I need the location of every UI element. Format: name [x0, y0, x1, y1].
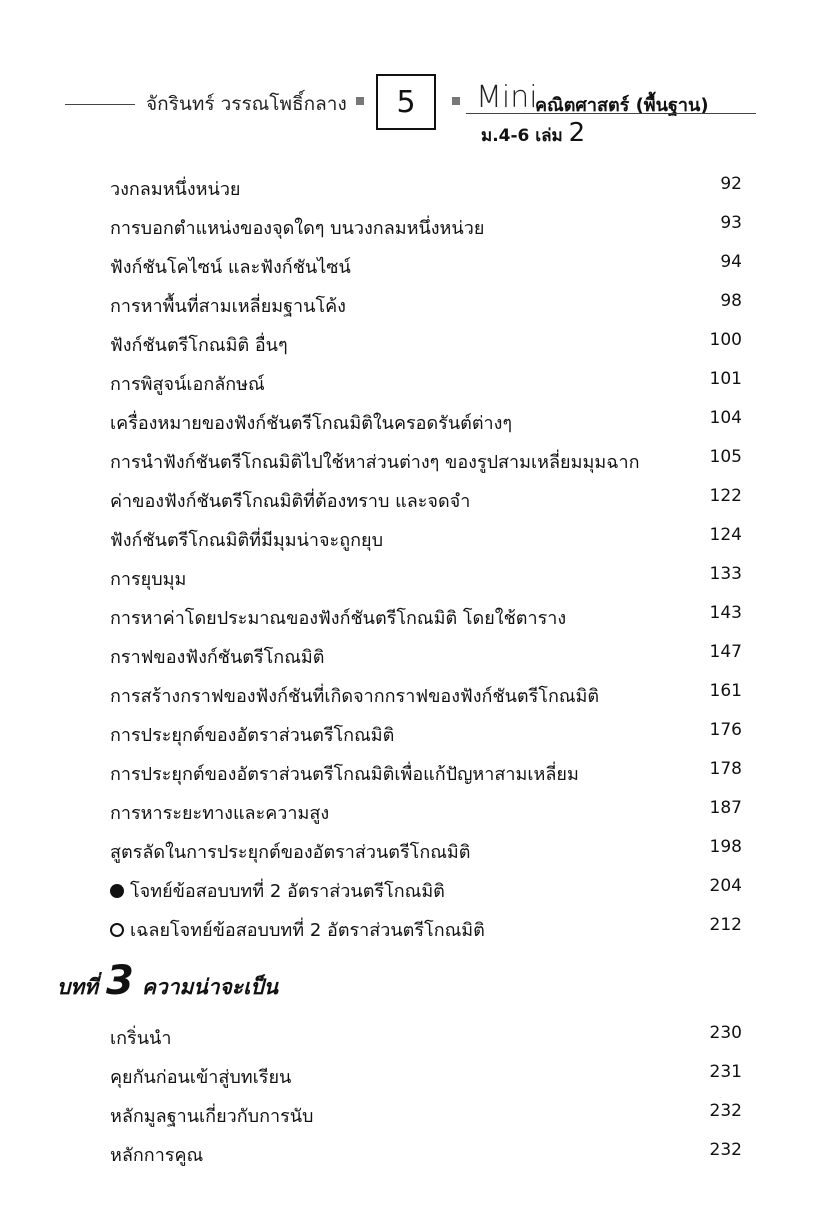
toc-entry-exercise — [110, 872, 742, 911]
page-number-box — [376, 74, 436, 130]
toc-entry — [110, 482, 742, 521]
toc-entry-title: การประยุกต์ของอัตราส่วนตรีโกณมิติ — [110, 725, 395, 746]
toc-entry — [110, 365, 742, 404]
header-book-title: คณิตศาสตร์ (พื้นฐาน) — [535, 95, 709, 116]
toc-entry-page: 104 — [709, 408, 742, 428]
toc-entry — [110, 755, 742, 794]
toc-entry-title: การยุบมุม — [110, 569, 187, 590]
toc-entry — [110, 833, 742, 872]
toc-entry-page: 147 — [709, 642, 742, 662]
toc-entry-title-wrap — [110, 915, 485, 944]
toc-entry-title: โจทย์ข้อสอบบทที่ 2 อัตราส่วนตรีโกณมิติ — [130, 881, 445, 902]
toc-entry-page: 161 — [709, 681, 742, 701]
toc-entry — [110, 287, 742, 326]
toc-entry-title: ฟังก์ชันตรีโกณมิติ อื่นๆ — [110, 335, 288, 356]
toc-entry-title: คุยกันก่อนเข้าสู่บทเรียน — [110, 1067, 292, 1088]
page-number: 5 — [396, 84, 416, 120]
toc-entry — [110, 170, 742, 209]
toc-entry-page: 122 — [709, 486, 742, 506]
toc-entry-page: 231 — [709, 1062, 742, 1082]
toc-entry-title: การหาพื้นที่สามเหลี่ยมฐานโค้ง — [110, 296, 346, 317]
chapter-name: ความน่าจะเป็น — [141, 975, 278, 999]
toc-entry — [110, 599, 742, 638]
toc-entry — [110, 248, 742, 287]
toc-entry-page: 133 — [709, 564, 742, 584]
header-rule-right — [466, 113, 756, 114]
toc-entry — [110, 1097, 742, 1136]
toc-entry — [110, 209, 742, 248]
toc-entry-answers — [110, 911, 742, 950]
toc-entry — [110, 1019, 742, 1058]
chapter-prefix: บทที่ — [57, 975, 99, 999]
toc-entry-title: ฟังก์ชันโคไซน์ และฟังก์ชันไซน์ — [110, 257, 351, 278]
toc-entry — [110, 404, 742, 443]
toc-entry-page: 100 — [709, 330, 742, 350]
toc-entry-page: 92 — [720, 174, 742, 194]
chapter-number: 3 — [106, 958, 134, 1004]
header-rule-left — [65, 104, 135, 105]
toc-entry-page: 94 — [720, 252, 742, 272]
toc-entry — [110, 560, 742, 599]
toc-entry-title: การหาระยะทางและความสูง — [110, 803, 330, 824]
toc-list-chapter3 — [110, 1019, 742, 1175]
toc-entry-title: ค่าของฟังก์ชันตรีโกณมิติที่ต้องทราบ และจดจำ — [110, 491, 471, 512]
toc-entry-page: 98 — [720, 291, 742, 311]
toc-entry-page: 230 — [709, 1023, 742, 1043]
chapter-heading — [57, 958, 278, 1004]
toc-entry-page: 124 — [709, 525, 742, 545]
toc-entry-title: การประยุกต์ของอัตราส่วนตรีโกณมิติเพื่อแก้ปัญหาสามเหลี่ยม — [110, 764, 579, 785]
toc-entry-title: วงกลมหนึ่งหน่วย — [110, 179, 241, 200]
header-author: จักรินทร์ วรรณโพธิ์กลาง — [146, 93, 347, 115]
toc-entry-page: 212 — [709, 915, 742, 935]
toc-entry-page: 204 — [709, 876, 742, 896]
toc-entry-title: การสร้างกราฟของฟังก์ชันที่เกิดจากกราฟของฟังก์ชันตรีโกณมิติ — [110, 686, 600, 707]
header-square-marker-left — [356, 97, 364, 105]
toc-entry-page: 198 — [709, 837, 742, 857]
filled-circle-bullet-icon — [110, 884, 124, 898]
toc-entry-title: เครื่องหมายของฟังก์ชันตรีโกณมิติในครอดรันต์ต่างๆ — [110, 413, 513, 434]
toc-entry-page: 105 — [709, 447, 742, 467]
toc-entry-page: 187 — [709, 798, 742, 818]
toc-entry — [110, 638, 742, 677]
toc-entry-page: 101 — [709, 369, 742, 389]
toc-entry — [110, 1058, 742, 1097]
toc-entry-page: 176 — [709, 720, 742, 740]
toc-entry — [110, 1136, 742, 1175]
toc-entry — [110, 443, 742, 482]
header-volume: 2 — [568, 118, 586, 148]
toc-entry-title: การพิสูจน์เอกลักษณ์ — [110, 374, 265, 395]
header-square-marker-right — [452, 97, 460, 105]
toc-entry-page: 143 — [709, 603, 742, 623]
toc-entry-title: เฉลยโจทย์ข้อสอบบทที่ 2 อัตราส่วนตรีโกณมิติ — [130, 920, 485, 941]
toc-entry-page: 232 — [709, 1140, 742, 1160]
toc-entry-title: ฟังก์ชันตรีโกณมิติที่มีมุมน่าจะถูกยุบ — [110, 530, 383, 551]
toc-entry-title: สูตรลัดในการประยุกต์ของอัตราส่วนตรีโกณมิติ — [110, 842, 471, 863]
toc-entry — [110, 794, 742, 833]
toc-entry — [110, 521, 742, 560]
open-circle-bullet-icon — [110, 923, 124, 937]
toc-entry-title: หลักมูลฐานเกี่ยวกับการนับ — [110, 1106, 314, 1127]
toc-entry-title: การนำฟังก์ชันตรีโกณมิติไปใช้หาส่วนต่างๆ ของรูปสามเหลี่ยมมุมฉาก — [110, 452, 640, 473]
toc-list — [110, 170, 742, 950]
header-series: Mini — [476, 80, 538, 115]
header-grade — [481, 118, 585, 149]
toc-entry — [110, 326, 742, 365]
toc-entry-title: การหาค่าโดยประมาณของฟังก์ชันตรีโกณมิติ โดยใช้ตาราง — [110, 608, 567, 629]
toc-entry-title: หลักการคูณ — [110, 1145, 204, 1166]
header-grade-label: ม.4-6 เล่ม — [481, 126, 563, 146]
toc-entry-title: การบอกตำแหน่งของจุดใดๆ บนวงกลมหนึ่งหน่วย — [110, 218, 485, 239]
toc-entry-page: 93 — [720, 213, 742, 233]
toc-entry-page: 232 — [709, 1101, 742, 1121]
toc-entry-title: กราฟของฟังก์ชันตรีโกณมิติ — [110, 647, 325, 668]
toc-entry-page: 178 — [709, 759, 742, 779]
toc-entry — [110, 677, 742, 716]
toc-entry-title: เกริ่นนำ — [110, 1028, 172, 1049]
toc-entry-title-wrap — [110, 876, 445, 905]
toc-entry — [110, 716, 742, 755]
